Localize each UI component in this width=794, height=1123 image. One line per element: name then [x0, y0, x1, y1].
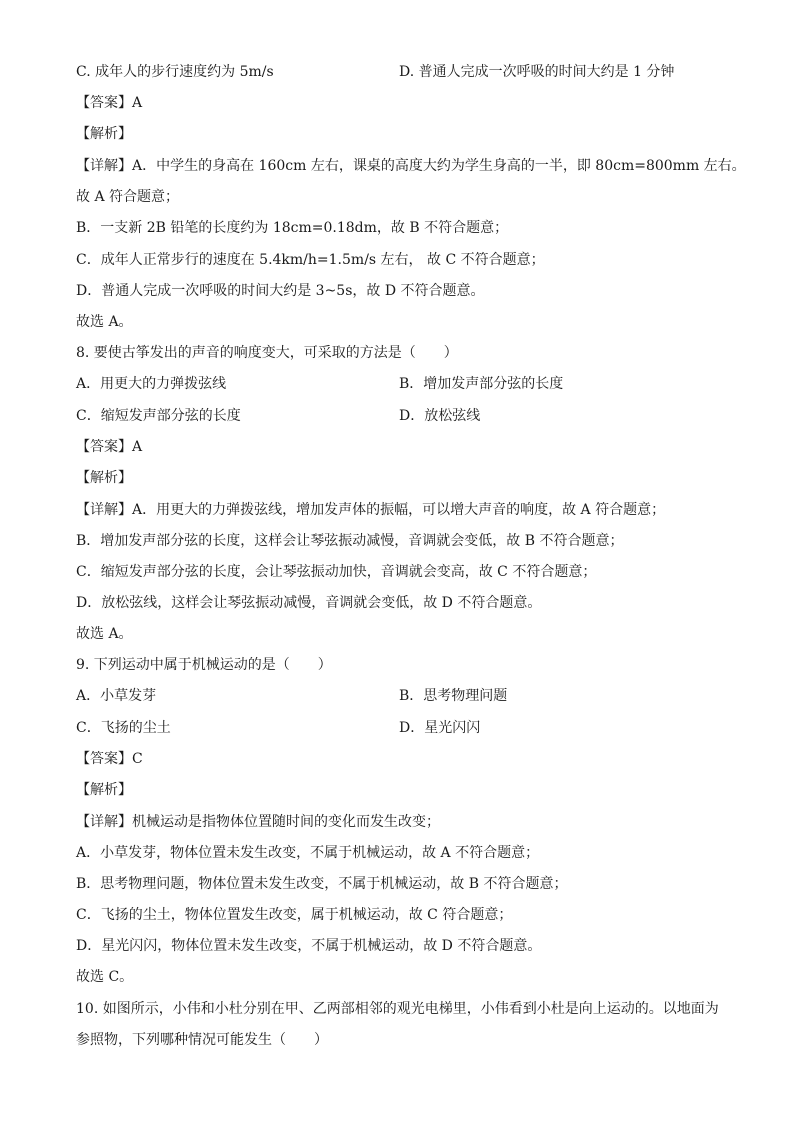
prev-conclusion: 故选 A。: [76, 314, 133, 330]
q9-answer: 【答案】C: [76, 751, 143, 767]
q8-option-b: B．增加发声部分弦的长度: [399, 376, 564, 392]
q9-stem: 9. 下列运动中属于机械运动的是（ ）: [76, 657, 332, 673]
prev-option-d: D. 普通人完成一次呼吸的时间大约是 1 分钟: [399, 64, 675, 80]
q8-explanation-line: B．增加发声部分弦的长度，这样会让琴弦振动减慢，音调就会变低，故 B 不符合题意；: [76, 533, 624, 549]
q8-explanation-line: 【详解】A．用更大的力弹拨弦线，增加发声体的振幅，可以增大声音的响度，故 A 符合题意；: [76, 502, 666, 518]
prev-analysis-label: 【解析】: [76, 126, 132, 142]
prev-answer: 【答案】A: [76, 95, 143, 111]
q9-option-b: B．思考物理问题: [399, 688, 508, 704]
q9-explanation-line: B．思考物理问题，物体位置未发生改变，不属于机械运动，故 B 不符合题意；: [76, 876, 568, 892]
q8-option-a: A．用更大的力弹拨弦线: [76, 376, 227, 392]
q8-analysis-label: 【解析】: [76, 470, 132, 486]
q8-stem: 8. 要使古筝发出的声音的响度变大，可采取的方法是（ ）: [76, 345, 458, 361]
q8-option-d: D．放松弦线: [399, 408, 481, 424]
q9-explanation-line: C．飞扬的尘土，物体位置发生改变，属于机械运动，故 C 符合题意；: [76, 907, 513, 923]
q8-option-c: C．缩短发声部分弦的长度: [76, 408, 241, 424]
q10-stem-line: 参照物，下列哪种情况可能发生（ ）: [76, 1032, 328, 1048]
prev-explanation-line: D．普通人完成一次呼吸的时间大约是 3~5s，故 D 不符合题意。: [76, 283, 485, 299]
q9-option-a: A．小草发芽: [76, 688, 157, 704]
q9-option-d: D．星光闪闪: [399, 720, 481, 736]
prev-explanation-line: 【详解】A．中学生的身高在 160cm 左右，课桌的高度大约为学生身高的一半，即 80cm=800mm 左右。: [76, 158, 746, 174]
q9-explanation-line: D．星光闪闪，物体位置未发生改变，不属于机械运动，故 D 不符合题意。: [76, 938, 542, 954]
q9-analysis-label: 【解析】: [76, 782, 132, 798]
prev-explanation-line: B．一支新 2B 铅笔的长度约为 18cm=0.18dm，故 B 不符合题意；: [76, 220, 509, 236]
q9-explanation-line: A．小草发芽，物体位置未发生改变，不属于机械运动，故 A 不符合题意；: [76, 845, 540, 861]
q9-option-c: C．飞扬的尘土: [76, 720, 171, 736]
prev-explanation-line: 故 A 符合题意；: [76, 189, 180, 205]
q10-stem-line: 10. 如图所示，小伟和小杜分别在甲、乙两部相邻的观光电梯里，小伟看到小杜是向上运动的。以地面为: [76, 1001, 719, 1017]
q8-explanation-line: D．放松弦线，这样会让琴弦振动减慢，音调就会变低，故 D 不符合题意。: [76, 595, 542, 611]
q9-conclusion: 故选 C。: [76, 969, 134, 985]
q8-answer: 【答案】A: [76, 439, 143, 455]
q9-explanation-line: 【详解】机械运动是指物体位置随时间的变化而发生改变；: [76, 814, 440, 830]
q8-conclusion: 故选 A。: [76, 626, 133, 642]
prev-option-c: C. 成年人的步行速度约为 5m/s: [76, 64, 274, 80]
q8-explanation-line: C．缩短发声部分弦的长度，会让琴弦振动加快，音调就会变高，故 C 不符合题意；: [76, 564, 597, 580]
prev-explanation-line: C．成年人正常步行的速度在 5.4km/h=1.5m/s 左右， 故 C 不符合题意；: [76, 252, 545, 268]
